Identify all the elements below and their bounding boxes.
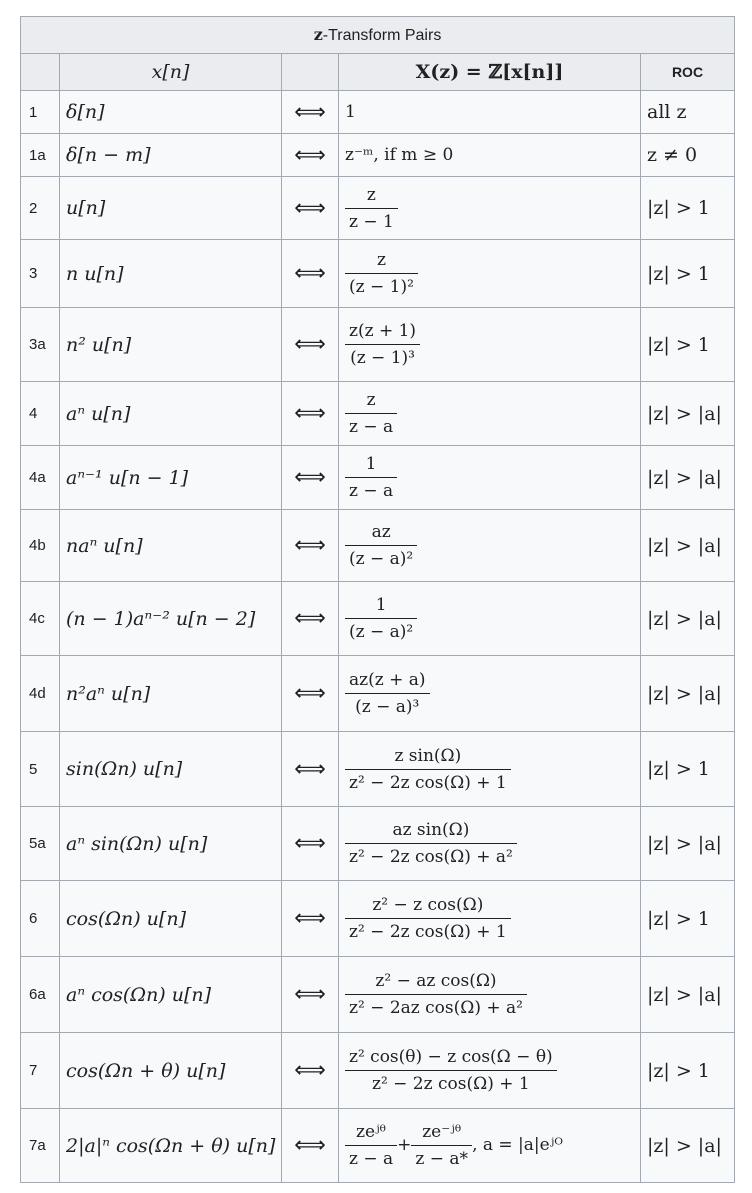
ztransform-table-container — [20, 16, 735, 1183]
roc-cell: |z| > |a| — [641, 807, 735, 881]
row-number: 7 — [21, 1033, 60, 1109]
iff-arrow-icon: ⟺ — [282, 382, 339, 446]
iff-arrow-icon: ⟺ — [282, 1109, 339, 1183]
fraction-denominator: z² − 2z cos(Ω) + a² — [345, 843, 517, 867]
iff-arrow-icon: ⟺ — [282, 656, 339, 732]
transform-cell — [339, 1033, 641, 1109]
caption-text: -Transform Pairs — [322, 27, 442, 44]
fraction-numerator: az(z + a) — [349, 670, 426, 690]
transform-fraction — [345, 595, 417, 642]
fraction-denominator: z − a — [345, 413, 397, 437]
transform-cell — [339, 134, 641, 177]
table-row — [21, 177, 735, 240]
fraction-numerator: z sin(Ω) — [394, 745, 462, 766]
iff-arrow-icon: ⟺ — [282, 510, 339, 582]
signal-cell: δ[n] — [60, 91, 282, 134]
fraction-numerator: z — [366, 390, 376, 410]
transform-fraction — [345, 390, 397, 437]
fraction-numerator: 1 — [375, 595, 387, 615]
table-row — [21, 732, 735, 807]
fraction-numerator: az sin(Ω) — [392, 820, 470, 840]
row-number: 4d — [21, 656, 60, 732]
signal-cell: 2|a|ⁿ cos(Ωn + θ) u[n] — [60, 1109, 282, 1183]
transform-fraction — [345, 1047, 557, 1094]
transform-fraction — [345, 250, 418, 297]
roc-cell: |z| > |a| — [641, 656, 735, 732]
iff-arrow-icon: ⟺ — [282, 446, 339, 510]
fraction-denominator: z² − 2z cos(Ω) + 1 — [345, 1070, 557, 1094]
roc-cell: |z| > |a| — [641, 382, 735, 446]
signal-cell: sin(Ωn) u[n] — [60, 732, 282, 807]
transform-cell — [339, 807, 641, 881]
signal-cell: naⁿ u[n] — [60, 510, 282, 582]
transform-fraction — [345, 522, 417, 569]
fraction-denominator: (z − a)² — [345, 545, 417, 569]
iff-arrow-icon: ⟺ — [282, 240, 339, 308]
transform-fraction — [345, 895, 511, 942]
iff-arrow-icon: ⟺ — [282, 308, 339, 382]
transform-fraction — [345, 746, 511, 793]
fraction-numerator: z² cos(θ) − z cos(Ω − θ) — [349, 1047, 553, 1067]
fraction-denominator: z² − 2z cos(Ω) + 1 — [345, 769, 511, 793]
table-row — [21, 240, 735, 308]
transform-cell — [339, 240, 641, 308]
ztransform-pairs-table — [20, 16, 735, 1183]
header-signal: x[n] — [60, 54, 282, 91]
roc-cell: |z| > 1 — [641, 732, 735, 807]
roc-cell: all z — [641, 91, 735, 134]
table-row — [21, 382, 735, 446]
iff-arrow-icon: ⟺ — [282, 177, 339, 240]
roc-cell: |z| > 1 — [641, 881, 735, 957]
fraction-denominator: z − a — [345, 1145, 397, 1169]
plus-sign: + — [397, 1135, 412, 1155]
table-row — [21, 807, 735, 881]
iff-arrow-icon: ⟺ — [282, 957, 339, 1033]
transform-cell — [339, 1109, 641, 1183]
iff-arrow-icon: ⟺ — [282, 1033, 339, 1109]
row-number: 6 — [21, 881, 60, 957]
signal-cell: aⁿ sin(Ωn) u[n] — [60, 807, 282, 881]
signal-cell: cos(Ωn + θ) u[n] — [60, 1033, 282, 1109]
table-row — [21, 91, 735, 134]
transform-cell — [339, 308, 641, 382]
row-number: 4a — [21, 446, 60, 510]
row-number: 6a — [21, 957, 60, 1033]
row-number: 1 — [21, 91, 60, 134]
row-number: 2 — [21, 177, 60, 240]
table-row — [21, 881, 735, 957]
roc-cell: |z| > 1 — [641, 240, 735, 308]
header-roc: ROC — [641, 54, 735, 91]
iff-arrow-icon: ⟺ — [282, 807, 339, 881]
transform-fraction — [345, 971, 527, 1018]
row-number: 7a — [21, 1109, 60, 1183]
transform-cell — [339, 91, 641, 134]
transform-expression: z⁻ᵐ, if m ≥ 0 — [345, 145, 454, 165]
roc-cell: z ≠ 0 — [641, 134, 735, 177]
transform-fraction — [345, 454, 397, 501]
table-row — [21, 1109, 735, 1183]
header-blank-arrow — [282, 54, 339, 91]
fraction-denominator: z² − 2z cos(Ω) + 1 — [345, 918, 511, 942]
fraction-numerator: ze⁻ʲᶿ — [422, 1122, 462, 1142]
iff-arrow-icon: ⟺ — [282, 582, 339, 656]
fraction-denominator: (z − 1)³ — [345, 344, 420, 368]
iff-arrow-icon: ⟺ — [282, 91, 339, 134]
roc-cell: |z| > 1 — [641, 177, 735, 240]
row-number: 5a — [21, 807, 60, 881]
transform-fraction — [345, 185, 398, 232]
fraction-denominator: z² − 2az cos(Ω) + a² — [345, 994, 527, 1018]
row-number: 4 — [21, 382, 60, 446]
signal-cell: aⁿ u[n] — [60, 382, 282, 446]
fraction-numerator: az — [371, 522, 391, 542]
signal-cell: δ[n − m] — [60, 134, 282, 177]
fraction-numerator: z — [366, 184, 376, 205]
roc-cell: |z| > |a| — [641, 446, 735, 510]
fraction-denominator: (z − 1)² — [345, 273, 418, 297]
iff-arrow-icon: ⟺ — [282, 134, 339, 177]
fraction-numerator: z² − az cos(Ω) — [375, 971, 497, 991]
transform-tail: , a = |a|eʲᴼ — [472, 1135, 563, 1155]
row-number: 3a — [21, 308, 60, 382]
roc-cell: |z| > |a| — [641, 1109, 735, 1183]
header-transform: X(z) = ℤ[x[n]] — [339, 54, 641, 91]
transform-cell — [339, 881, 641, 957]
roc-cell: |z| > 1 — [641, 1033, 735, 1109]
fraction-denominator: z − a* — [411, 1145, 472, 1169]
signal-cell: n u[n] — [60, 240, 282, 308]
transform-fraction — [345, 1122, 397, 1169]
fraction-numerator: zeʲᶿ — [356, 1122, 387, 1142]
table-row — [21, 656, 735, 732]
table-row — [21, 308, 735, 382]
transform-cell — [339, 957, 641, 1033]
table-caption — [21, 17, 735, 54]
table-row — [21, 510, 735, 582]
row-number: 1a — [21, 134, 60, 177]
fraction-numerator: 1 — [365, 454, 377, 474]
row-number: 3 — [21, 240, 60, 308]
fraction-denominator: z − a — [345, 477, 397, 501]
roc-cell: |z| > 1 — [641, 308, 735, 382]
signal-cell: aⁿ⁻¹ u[n − 1] — [60, 446, 282, 510]
roc-cell: |z| > |a| — [641, 957, 735, 1033]
table-row — [21, 446, 735, 510]
fraction-numerator: z(z + 1) — [349, 321, 417, 341]
table-row — [21, 1033, 735, 1109]
fraction-denominator: z − 1 — [345, 208, 398, 232]
transform-cell — [339, 446, 641, 510]
iff-arrow-icon: ⟺ — [282, 732, 339, 807]
transform-cell — [339, 177, 641, 240]
signal-cell: aⁿ cos(Ωn) u[n] — [60, 957, 282, 1033]
signal-cell: u[n] — [60, 177, 282, 240]
header-row — [21, 54, 735, 91]
row-number: 4b — [21, 510, 60, 582]
signal-cell: cos(Ωn) u[n] — [60, 881, 282, 957]
signal-cell: n²aⁿ u[n] — [60, 656, 282, 732]
table-body — [21, 91, 735, 1183]
signal-cell: n² u[n] — [60, 308, 282, 382]
table-row — [21, 134, 735, 177]
fraction-denominator: (z − a)² — [345, 618, 417, 642]
transform-cell — [339, 582, 641, 656]
roc-cell: |z| > |a| — [641, 510, 735, 582]
transform-fraction — [345, 820, 517, 867]
row-number: 5 — [21, 732, 60, 807]
transform-expression: 1 — [345, 102, 356, 122]
iff-arrow-icon: ⟺ — [282, 881, 339, 957]
row-number: 4c — [21, 582, 60, 656]
table-row — [21, 957, 735, 1033]
transform-cell — [339, 382, 641, 446]
fraction-denominator: (z − a)³ — [345, 693, 430, 717]
header-blank-num — [21, 54, 60, 91]
transform-fraction-2 — [411, 1122, 472, 1169]
roc-cell: |z| > |a| — [641, 582, 735, 656]
table-row — [21, 582, 735, 656]
signal-cell: (n − 1)aⁿ⁻² u[n − 2] — [60, 582, 282, 656]
caption-bold-z: z — [313, 25, 323, 44]
transform-fraction — [345, 321, 420, 368]
fraction-numerator: z — [376, 250, 386, 270]
fraction-numerator: z² − z cos(Ω) — [372, 895, 484, 915]
transform-fraction — [345, 670, 430, 717]
transform-cell — [339, 510, 641, 582]
transform-cell — [339, 656, 641, 732]
transform-cell — [339, 732, 641, 807]
